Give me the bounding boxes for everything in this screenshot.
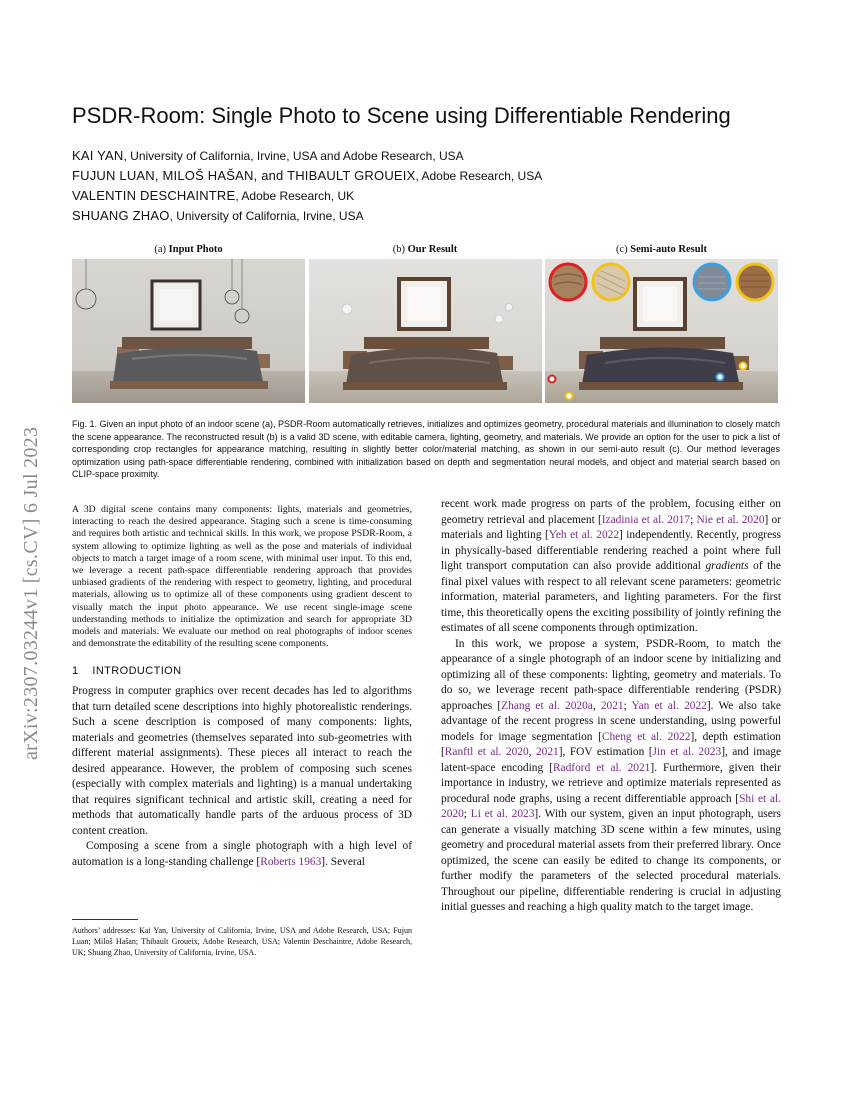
paragraph-text: of the final pixel values with respect to all relevant scene parameters: geometric information, material parameters, and lighting parameters. For the first time, this theoretically opens the exciting possibility of jointly refining the estimates of all scene components through optimization. [441,560,781,634]
input-photo-image [72,259,305,403]
authors-footnote: Authors’ addresses: Kai Yan, University of California, Irvine, USA and Adobe Research, USA; Fujun Luan; Miloš Hašan; Thibault Groueix, Adobe Research, USA; Valentin Deschaintre, Adobe Research, UK; Shuang Zhao, University of California, Irvine, USA. [72,926,412,957]
citation-link[interactable]: Izadinia et al. 2017 [601,513,691,526]
citation-link[interactable]: 2021 [600,699,624,712]
emphasis-text: gradients [705,560,749,572]
paragraph-text: ], depth estimation [ [441,730,781,758]
panel-caption-label: Our Result [407,244,458,255]
footnote-divider [72,919,138,920]
panel-caption [309,243,542,259]
author-line [72,206,792,226]
author-names: KAI YAN [72,148,124,163]
author-affiliation: , University of California, Irvine, USA [169,209,364,223]
citation-link[interactable]: 2021 [535,746,559,758]
panel-caption-prefix: (b) [392,244,408,255]
paragraph-text: ], FOV estimation [ [558,746,653,758]
teaser-figure [72,243,778,403]
author-names: FUJUN LUAN, MILOŠ HAŠAN, and THIBAULT GROUEIX [72,168,416,183]
figure-caption: Fig. 1. Given an input photo of an indoor scene (a), PSDR-Room automatically retrieves, initializes and optimizes geometry, procedural materials and illumination to closely match the scene appearance. The reconstructed result (b) is a valid 3D scene, with editable camera, lighting, geometry, and materials. We provide an option for the user to pick a list of corresponding crop rectangles for appearance matching, resulting in slightly better color/material matching, as shown in our semi-auto result (c). Our method leverages optimization using path-space differentiable rendering, combined with initialization based on depth and segmentation neural models, and object and material search based on CLIP-space proximity. [72,419,780,480]
paragraph-text: ] independently. Recently, progress in physically-based differentiable rendering reached a point where full light transport computation can also provide additional [441,529,781,572]
author-line [72,166,792,186]
panel-caption-label: Input Photo [168,244,223,255]
panel-caption [72,243,305,259]
semi-auto-result-image [545,259,778,403]
paragraph-text: Composing a scene from a single photograph with a high level of automation is a long-standing challenge [ [72,840,412,868]
figure-panel-input-photo [72,243,305,403]
paragraph-text: In this work, we propose a system, PSDR-Room, to match the appearance of a single photograph of an indoor scene by initializing and optimizing all of these components: lighting, geometry and materials. To do so, we leverage recent path-space differentiable rendering (PSDR) approaches [ [441,637,781,712]
paragraph-text: ]. We also take advantage of the recent progress in scene understanding, using powerful models for image segmentation [ [441,699,781,743]
citation-link[interactable]: Radford et al. 2021 [552,761,651,774]
figure-panel-our-result [309,243,542,403]
panel-caption-prefix: (c) [616,244,631,255]
paragraph-text: , [592,699,601,712]
citation-link[interactable]: Roberts 1963 [260,855,322,868]
citation-link[interactable]: Shi et al. 2020 [441,792,781,820]
section-title: INTRODUCTION [92,665,182,678]
intro-paragraph [441,497,781,637]
intro-paragraph: Progress in computer graphics over recent decades has led to algorithms that turn detailed scene descriptions into highly photorealistic renderings. Such a scene description is composed of many components: lights, materials and geometries (themselves separated into sub-geometries with different material assignments). These pieces all interact to reach the desired appearance. However, the problem of composing such scenes (especially with complex materials and lighting) is a manual undertaking that requires significant technical and artistic skill, creating a need for methods that automatically handle parts of the arduous process of 3D content creation. [72,685,412,837]
paragraph-text: ; [690,513,697,526]
our-result-image [309,259,542,403]
citation-link[interactable]: Zhang et al. 2020a [501,699,593,712]
citation-link[interactable]: Cheng et al. 2022 [601,730,691,743]
citation-link[interactable]: Yan et al. 2022 [631,699,707,712]
paragraph-text: ; [463,808,471,820]
paragraph-text: ], and image latent-space encoding [ [441,746,781,774]
citation-link[interactable]: Nie et al. 2020 [696,513,765,526]
section-heading [72,665,412,677]
intro-paragraph [72,839,412,870]
author-names: SHUANG ZHAO [72,208,170,223]
author-line [72,146,792,166]
paragraph-text: ]. Several [321,855,365,868]
author-affiliation: , University of California, Irvine, USA and Adobe Research, USA [123,149,464,163]
citation-link[interactable]: Li et al. 2023 [470,808,535,820]
panel-caption [545,243,778,259]
paper-title: PSDR-Room: Single Photo to Scene using Differentiable Rendering [72,103,731,128]
paragraph-text: ; [623,699,632,712]
arxiv-identifier: arXiv:2307.03244v1 [cs.CV] 6 Jul 2023 [20,426,42,760]
author-names: VALENTIN DESCHAINTRE [72,188,236,203]
paragraph-text: ] or materials and lighting [ [441,513,782,541]
author-line [72,186,792,206]
author-affiliation: , Adobe Research, USA [415,169,543,183]
right-column [441,497,781,916]
section-number: 1 [72,665,79,678]
citation-link[interactable]: Yeh et al. 2022 [548,529,620,541]
abstract: A 3D digital scene contains many components: lights, materials and geometries, interacting to reach the desired appearance. Staging such a scene is time-consuming and requires both artistic and technical skills. In this work, we propose PSDR-Room, a system allowing to optimize lighting as well as the pose and materials of individual objects to match a target image of a room scene, with minimal user input. To this end, we leverage a recent path-space differentiable rendering approach that provides unbiased gradients of the rendering with respect to geometry, lighting, and procedural materials, allowing us to optimize all of these components using gradient descent to visually match the input photo appearance. We use recent single-image scene understanding methods to initialize the optimization and search for appropriate 3D models and materials. We evaluate our method on real photographs of indoor scenes and demonstrate the editability of the resulting scene components. [72,504,412,650]
intro-paragraph [441,637,781,916]
author-affiliation: , Adobe Research, UK [235,189,355,203]
figure-panel-semi-auto-result [545,243,778,403]
left-column [72,504,412,870]
citation-link[interactable]: Ranftl et al. 2020 [444,746,529,758]
panel-caption-label: Semi-auto Result [630,244,707,255]
panel-caption-prefix: (a) [154,244,169,255]
paragraph-text: ]. With our system, given an input photograph, users can generate a visually matching 3D scene within a few minutes, using geometry and procedural material assets from their preferred library. Once optimized, the scene can easily be edited to change its components, or further modify the parameters of the selected procedural materials. Throughout our pipeline, differentiable rendering is crucial in adjusting initial guesses and reaching a high quality match to the target image. [441,808,781,913]
author-block [72,146,792,226]
paragraph-text: , [528,746,536,758]
paragraph-text: ]. Furthermore, given their importance in industry, we retrieve and optimize materials represented as procedural node graphs, using a recent differentiable approach [ [441,761,781,805]
citation-link[interactable]: Jin et al. 2023 [652,746,722,758]
paragraph-text: recent work made progress on parts of the problem, focusing either on geometry retrieval and placement [ [441,498,781,526]
